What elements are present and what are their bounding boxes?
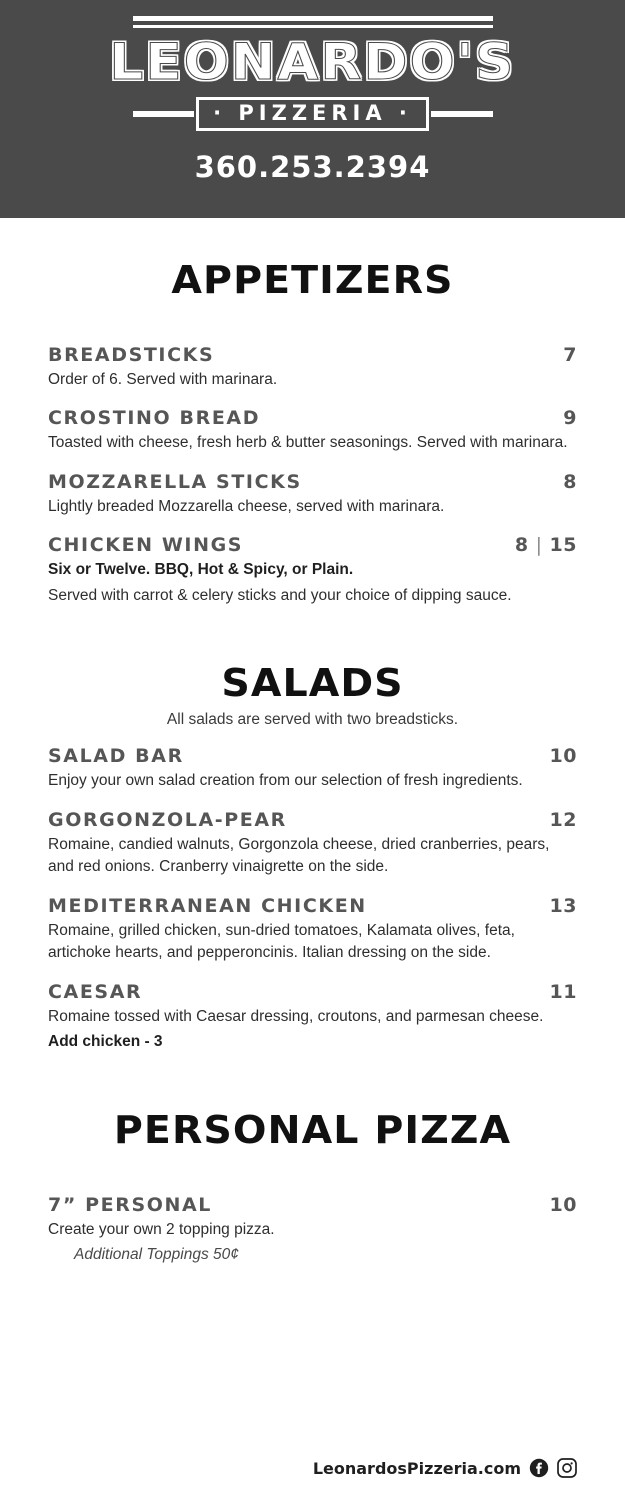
menu-item xyxy=(48,745,577,792)
menu-item-head xyxy=(48,1194,577,1216)
spacer xyxy=(48,1054,577,1108)
spacer xyxy=(48,607,577,661)
brand-name: LEONARDO'S xyxy=(109,33,516,91)
menu-item-head xyxy=(48,471,577,493)
subtitle-box xyxy=(196,97,429,131)
section-title-salads: SALADS xyxy=(221,661,404,706)
section-title-personal-pizza: PERSONAL PIZZA xyxy=(113,1107,512,1152)
rule-bar xyxy=(133,16,493,21)
menu-item-name: CAESAR xyxy=(48,980,143,1003)
spacer xyxy=(48,218,577,258)
menu-item-price: 9 xyxy=(563,407,577,430)
rule-bar xyxy=(133,25,493,28)
menu-header xyxy=(0,0,625,218)
menu-item-price: 12 xyxy=(549,808,577,831)
menu-item-head xyxy=(48,344,577,366)
menu-item-name: GORGONZOLA-PEAR xyxy=(48,808,287,831)
menu-content xyxy=(0,218,625,1267)
menu-item xyxy=(48,981,577,1054)
menu-item-options: Six or Twelve. BBQ, Hot & Spicy, or Plain. xyxy=(48,561,354,579)
logo-top-rules xyxy=(133,16,493,28)
menu-item-note: Additional Toppings 50¢ xyxy=(74,1246,239,1264)
logo-subtitle-row xyxy=(133,97,493,131)
rule-bar-right xyxy=(431,111,493,117)
menu-item xyxy=(48,895,577,965)
menu-item-name: CROSTINO BREAD xyxy=(48,407,261,430)
footer xyxy=(313,1458,577,1478)
menu-item-name: CHICKEN WINGS xyxy=(48,534,244,557)
menu-item-name: 7” PERSONAL xyxy=(48,1193,213,1216)
instagram-icon[interactable] xyxy=(557,1458,577,1478)
facebook-icon[interactable] xyxy=(529,1458,549,1478)
menu-item-description: Served with carrot & celery sticks and your choice of dipping sauce. xyxy=(48,586,512,604)
menu-item-addon: Add chicken - 3 xyxy=(48,1033,163,1051)
menu-item-description: Romaine, candied walnuts, Gorgonzola cheese, dried cranberries, pears, and red onions. Cranberry vinaigrette on the side. xyxy=(48,835,550,876)
menu-item-name: BREADSTICKS xyxy=(48,344,215,366)
menu-item-price: 8 xyxy=(563,470,577,493)
menu-item xyxy=(48,534,577,607)
menu-item-head xyxy=(48,745,577,767)
menu-item xyxy=(48,344,577,391)
section-note-salads: All salads are served with two breadsticks. xyxy=(166,711,459,729)
menu-item-price: 7 xyxy=(563,344,577,366)
brand-subtitle: · PIZZERIA · xyxy=(213,101,412,125)
menu-item-description: Enjoy your own salad creation from our selection of fresh ingredients. xyxy=(48,772,523,790)
website-link[interactable]: LeonardosPizzeria.com xyxy=(312,1458,521,1478)
logo-block xyxy=(109,16,516,131)
spacer xyxy=(48,1152,577,1178)
menu-item-price xyxy=(515,534,577,556)
menu-item-head xyxy=(48,981,577,1003)
menu-item-name: MOZZARELLA STICKS xyxy=(48,470,302,493)
menu-item xyxy=(48,1194,577,1267)
menu-item-head xyxy=(48,809,577,831)
menu-item-head xyxy=(48,895,577,917)
menu-item xyxy=(48,471,577,518)
menu-item-description: Order of 6. Served with marinara. xyxy=(48,371,278,388)
menu-item-price: 13 xyxy=(549,894,577,917)
menu-item-price-large: 15 xyxy=(549,534,577,557)
menu-item-price: 10 xyxy=(549,1193,577,1216)
menu-item-description: Toasted with cheese, fresh herb & butter seasonings. Served with marinara. xyxy=(48,434,568,452)
phone-number[interactable]: 360.253.2394 xyxy=(194,150,431,184)
price-separator: | xyxy=(535,534,543,557)
menu-item-price: 11 xyxy=(549,980,577,1003)
menu-item xyxy=(48,407,577,454)
spacer xyxy=(48,302,577,328)
menu-item-head xyxy=(48,534,577,556)
rule-bar-left xyxy=(133,111,195,117)
menu-item-description: Lightly breaded Mozzarella cheese, served with marinara. xyxy=(48,497,445,515)
menu-item-name: SALAD BAR xyxy=(48,745,184,768)
menu-item-price: 10 xyxy=(549,745,577,768)
menu-item-description: Create your own 2 topping pizza. xyxy=(48,1220,275,1238)
menu-item xyxy=(48,809,577,879)
menu-item-head xyxy=(48,407,577,429)
menu-item-description: Romaine, grilled chicken, sun-dried tomatoes, Kalamata olives, feta, artichoke hearts, and pepperoncinis. Italian dressing on the side. xyxy=(48,921,515,962)
menu-item-name: MEDITERRANEAN CHICKEN xyxy=(48,894,367,917)
menu-item-price-small: 8 xyxy=(514,534,529,557)
section-title-appetizers: APPETIZERS xyxy=(171,258,454,302)
menu-item-description: Romaine tossed with Caesar dressing, croutons, and parmesan cheese. xyxy=(48,1007,544,1025)
